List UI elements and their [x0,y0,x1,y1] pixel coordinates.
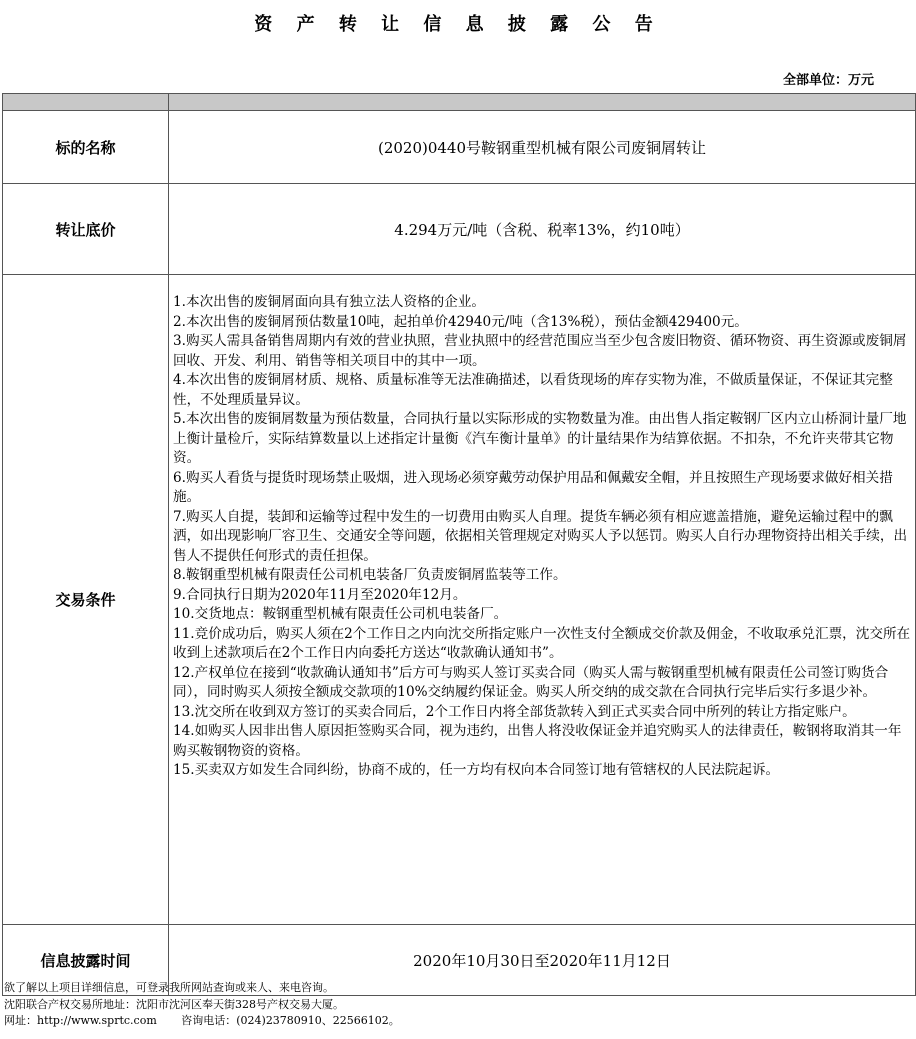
footer-info [4,980,400,1030]
table-header-row [3,94,916,111]
condition-item: 3.购买人需具备销售周期内有效的营业执照，营业执照中的经营范围应当至少包含废旧物资、循环物资、再生资源或废铜屑回收、开发、利用、销售等相关项目中的其中一项。 [173,333,907,369]
footer-line-inquiry: 欲了解以上项目详细信息，可登录我所网站查询或来人、来电咨询。 [4,981,334,994]
header-cell-left [3,94,169,111]
footer-line-contact: 网址：http://www.sprtc.com 咨询电话：(024)23780910、22566102。 [4,1014,400,1027]
condition-item: 13.沈交所在收到双方签订的买卖合同后，2个工作日内将全部货款转入到正式买卖合同中所列的转让方指定账户。 [173,703,856,720]
header-cell-right [169,94,916,111]
condition-item: 4.本次出售的废铜屑材质、规格、质量标准等无法准确描述，以看货现场的库存实物为准，不做质量保证，不保证其完整性，不处理质量异议。 [173,372,893,408]
label-name: 标的名称 [3,111,169,184]
condition-item: 1.本次出售的废铜屑面向具有独立法人资格的企业。 [173,294,486,310]
label-time: 信息披露时间 [3,925,169,996]
table-row-conditions [3,275,916,925]
announcement-table [2,93,916,996]
conditions-list [169,275,916,925]
condition-item: 7.购买人自提，装卸和运输等过程中发生的一切费用由购买人自理。提货车辆必须有相应遮盖措施，避免运输过程中的飘洒，如出现影响厂容卫生、交通安全等问题，依据相关管理规定对购买人予以惩罚。购买人自行办理物资持出相关手续，出售人不提供任何形式的责任担保。 [173,508,908,564]
condition-item: 5.本次出售的废铜屑数量为预估数量，合同执行量以实际形成的实物数量为准。由出售人指定鞍钢厂区内立山桥洞计量厂地上衡计量检斤，实际结算数量以上述指定计量衡《汽车衡计量单》的计量结果作为结算依据。不扣杂，不允许夹带其它物资。 [173,411,907,466]
condition-item: 15.买卖双方如发生合同纠纷，协商不成的，任一方均有权向本合同签订地有管辖权的人民法院起诉。 [173,762,780,778]
condition-item: 10.交货地点：鞍钢重型机械有限责任公司机电装备厂。 [173,606,508,622]
label-price: 转让底价 [3,184,169,275]
footer-line-address: 沈阳联合产权交易所地址：沈阳市沈河区奉天街328号产权交易大厦。 [4,997,344,1011]
table-row-name [3,111,916,184]
value-time: 2020年10月30日至2020年11月12日 [169,925,916,996]
value-name: (2020)0440号鞍钢重型机械有限公司废铜屑转让 [169,111,916,184]
condition-item: 9.合同执行日期为2020年11月至2020年12月。 [173,586,467,603]
page-title: 资 产 转 让 信 息 披 露 公 告 [254,14,662,35]
condition-item: 2.本次出售的废铜屑预估数量10吨，起拍单价42940元/吨（含13%税），预估金额429400元。 [173,313,748,330]
condition-item: 12.产权单位在接到“收款确认通知书”后方可与购买人签订买卖合同（购买人需与鞍钢重型机械有限责任公司签订购货合同），同时购买人须按全额成交款项的10%交纳履约保证金。购买人所交纳的成交款在合同执行完毕后实行多退少补。 [173,664,889,700]
condition-item: 8.鞍钢重型机械有限责任公司机电装备厂负责废铜屑监装等工作。 [173,567,567,583]
label-conditions: 交易条件 [3,275,169,925]
unit-note: 全部单位：万元 [782,73,874,88]
value-price: 4.294万元/吨（含税、税率13%，约10吨） [169,184,916,275]
table-row-price [3,184,916,275]
condition-item: 11.竞价成功后，购买人须在2个工作日之内向沈交所指定账户一次性支付全额成交价款及佣金，不收取承兑汇票，沈交所在收到上述款项后在2个工作日内向委托方送达“收款确认通知书”。 [173,625,911,661]
condition-item: 6.购买人看货与提货时现场禁止吸烟，进入现场必须穿戴劳动保护用品和佩戴安全帽，并且按照生产现场要求做好相关措施。 [173,469,893,505]
condition-item: 14.如购买人因非出售人原因拒签购买合同，视为违约，出售人将没收保证金并追究购买人的法律责任，鞍钢将取消其一年购买鞍钢物资的资格。 [173,723,902,759]
